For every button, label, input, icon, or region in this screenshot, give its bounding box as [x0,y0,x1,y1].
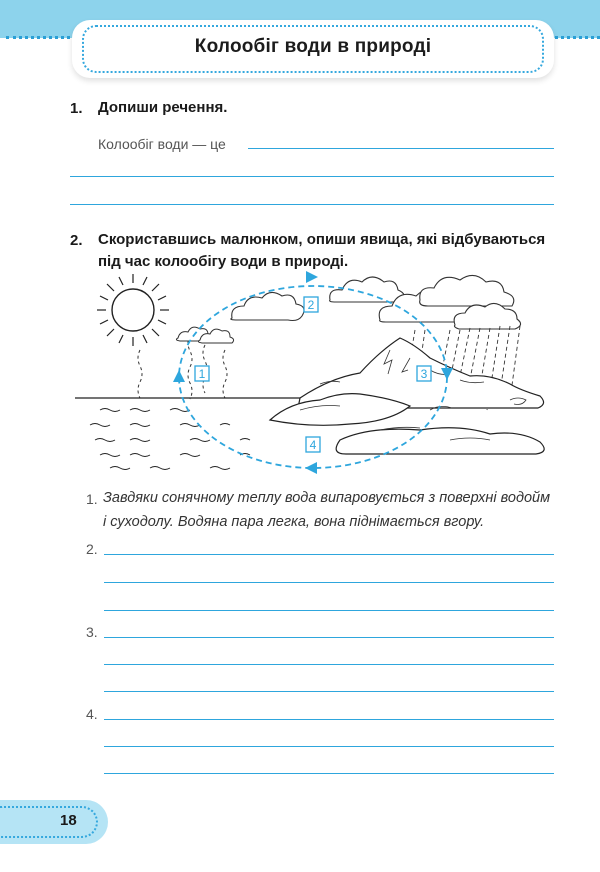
small-cloud-icons [176,327,233,343]
answer-line[interactable] [104,637,554,638]
sea-waves [90,409,250,470]
diagram-label-2: 2 [307,298,315,312]
task2-instruction-line1: Скориставшись малюнком, опиши явища, які відбуваються [98,231,546,248]
answer-2-number: 2. [86,541,98,557]
answer-line[interactable] [104,582,554,583]
diagram-label-1: 1 [198,367,206,381]
sun-icon [97,274,169,346]
answer-4-number: 4. [86,706,98,722]
task2-number: 2. [70,232,83,249]
answer-3-number: 3. [86,624,98,640]
answer-line[interactable] [104,691,554,692]
answer-line[interactable] [104,719,554,720]
diagram-label-4: 4 [309,438,317,452]
answer-line[interactable] [104,746,554,747]
answer-line[interactable] [104,554,554,555]
answer-line[interactable] [104,664,554,665]
task1-instruction: Допиши речення. [98,99,228,116]
evaporation-lines [138,335,227,399]
answer-1-text-line1: Завдяки сонячному теплу вода випаровується з поверхні водойм [103,490,551,506]
task2-instruction-line2: під час колообігу води в природі. [98,253,349,270]
page-title: Колообіг води в природі [194,36,432,57]
answer-1-text-line2: і суходолу. Водяна пара легка, вона піднімається вгору. [103,514,485,530]
answer-1-number: 1. [86,491,98,507]
page-number: 18 [60,812,77,829]
answer-line[interactable] [104,773,554,774]
diagram-label-3: 3 [420,367,428,381]
task1-number: 1. [70,100,83,117]
cloud-icons [231,275,521,329]
page-number-tab-border [0,806,98,838]
answer-line[interactable] [104,610,554,611]
task1-prompt: Колообіг води — це [98,136,226,152]
